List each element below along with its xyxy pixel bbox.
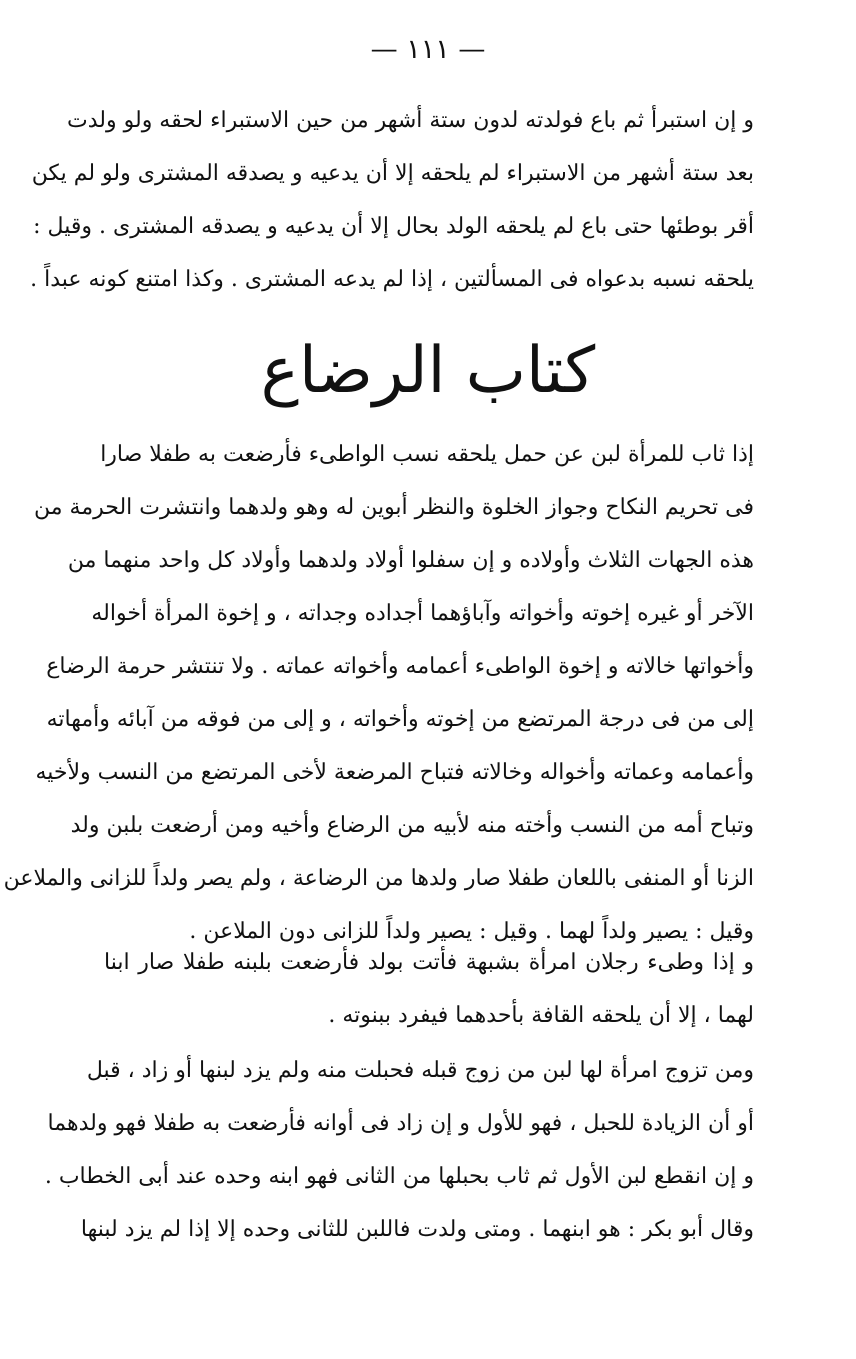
text-line: الزنا أو المنفى باللعان طفلا صار ولدها من الرضاعة ، ولم يصر ولداً للزانى والملاعن <box>3 866 754 891</box>
chapter-title: كتاب الرضاع <box>260 334 596 408</box>
text-line: إلى من فى درجة المرتضع من إخوته وأخواته ، و إلى من فوقه من آبائه وأمهاته <box>46 707 754 732</box>
text-line: وأخواتها خالاته و إخوة الواطىء أعمامه وأخواته عماته . ولا تنتشر حرمة الرضاع <box>46 654 754 679</box>
text-line: أقر بوطئها حتى باع لم يلحقه الولد بحال إلا أن يدعيه و يصدقه المشترى . وقيل : <box>33 214 754 239</box>
paragraph-2 <box>3 428 754 958</box>
paragraph-3 <box>104 936 754 1042</box>
text-line: وتباح أمه من النسب وأخته منه لأبيه من الرضاع وأخيه ومن أرضعت بلبن ولد <box>70 813 754 838</box>
text-line: و إن استبرأ ثم باع فولدته لدون ستة أشهر من حين الاستبراء لحقه ولو ولدت <box>67 108 754 133</box>
page-number: — ١١١ — <box>370 34 486 65</box>
text-line: لهما ، إلا أن يلحقه القافة بأحدهما فيفرد ببنوته . <box>328 1003 754 1028</box>
paragraph-1 <box>30 94 754 306</box>
paragraph-4 <box>44 1044 754 1256</box>
text-line: وقيل : يصير ولداً لهما . وقيل : يصير ولداً للزانى دون الملاعن . <box>189 919 754 944</box>
text-line: و إذا وطىء رجلان امرأة بشبهة فأتت بولد فأرضعت بلبنه طفلا صار ابنا <box>104 950 754 975</box>
text-line: يلحقه نسبه بدعواه فى المسألتين ، إذا لم يدعه المشترى . وكذا امتنع كونه عبداً . <box>30 267 754 292</box>
text-line: إذا ثاب للمرأة لبن عن حمل يلحقه نسب الواطىء فأرضعت به طفلا صارا <box>100 442 754 467</box>
text-line: الآخر أو غيره إخوته وأخواته وآباؤهما أجداده وجداته ، و إخوة المرأة أخواله <box>91 601 754 626</box>
text-line: فى تحريم النكاح وجواز الخلوة والنظر أبوين له وهو ولدهما وانتشرت الحرمة من <box>34 495 754 520</box>
text-line: وقال أبو بكر : هو ابنهما . ومتى ولدت فاللبن للثانى وحده إلا إذا لم يزد لبنها <box>80 1217 754 1242</box>
text-line: و إن انقطع لبن الأول ثم ثاب بحبلها من الثانى فهو ابنه وحده عند أبى الخطاب . <box>44 1164 754 1189</box>
text-line: ومن تزوج امرأة لها لبن من زوج قبله فحبلت منه ولم يزد لبنها أو زاد ، قبل <box>86 1058 754 1083</box>
text-line: وأعمامه وعماته وأخواله وخالاته فتباح المرضعة لأخى المرتضع من النسب ولأخيه <box>35 760 754 785</box>
text-line: هذه الجهات الثلاث وأولاده و إن سفلوا أولاد ولدهما وأولاد كل واحد منهما من <box>67 548 754 573</box>
text-line: بعد ستة أشهر من الاستبراء لم يلحقه إلا أن يدعيه و يصدقه المشترى ولو لم يكن <box>31 161 754 186</box>
text-line: أو أن الزيادة للحبل ، فهو للأول و إن زاد فى أوانه فأرضعت به طفلا فهو ولدهما <box>47 1111 754 1136</box>
